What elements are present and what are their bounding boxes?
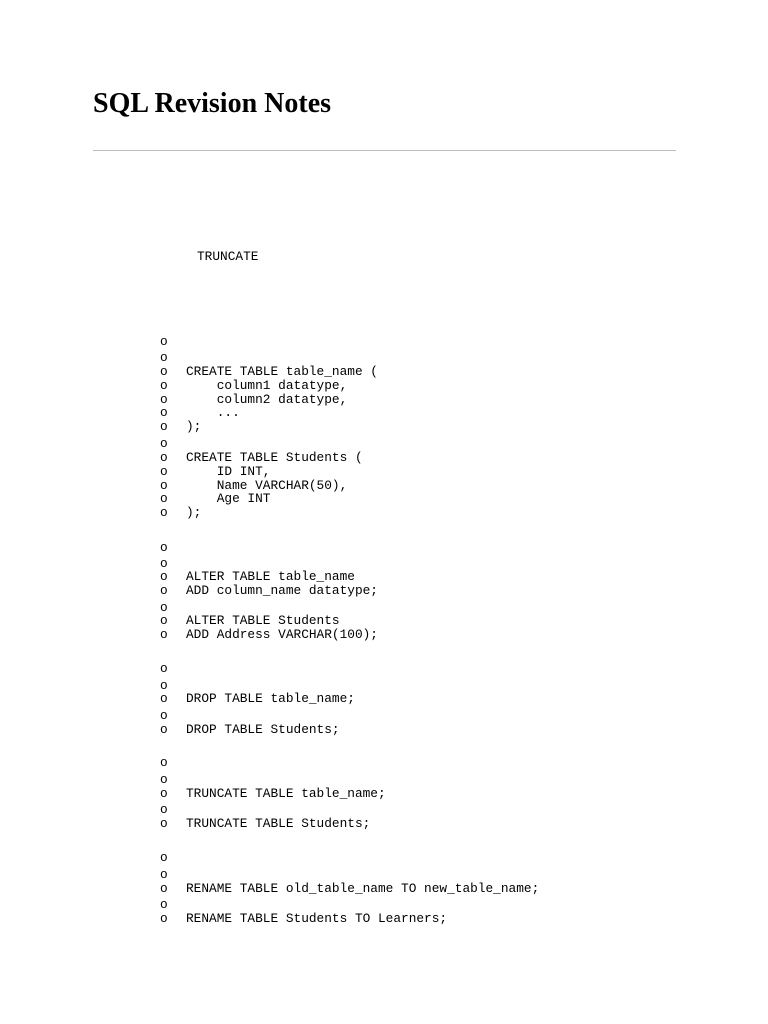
code-line: ); [186, 505, 202, 520]
code-line: ); [186, 419, 202, 434]
bullet-icon: o [160, 627, 168, 642]
bullet-icon: o [160, 478, 168, 493]
bullet-icon: o [160, 802, 168, 817]
bullet-icon: o [160, 491, 168, 506]
bullet-icon: o [160, 419, 168, 434]
code-line: DROP TABLE table_name; [186, 691, 355, 706]
bullet-icon: o [160, 364, 168, 379]
bullet-icon: o [160, 867, 168, 882]
bullet-icon: o [160, 600, 168, 615]
bullet-icon: o [160, 816, 168, 831]
bullet-icon: o [160, 691, 168, 706]
code-line: Age INT [186, 491, 271, 506]
page-title: SQL Revision Notes [93, 88, 332, 119]
code-line: CREATE TABLE table_name ( [186, 364, 378, 379]
bullet-icon: o [160, 772, 168, 787]
bullet-icon: o [160, 911, 168, 926]
code-line: RENAME TABLE old_table_name TO new_table_name; [186, 881, 540, 896]
code-line: TRUNCATE TABLE Students; [186, 816, 371, 831]
bullet-icon: o [160, 661, 168, 676]
bullet-icon: o [160, 786, 168, 801]
code-line: ADD column_name datatype; [186, 583, 378, 598]
code-line: RENAME TABLE Students TO Learners; [186, 911, 448, 926]
bullet-icon: o [160, 464, 168, 479]
code-line: TRUNCATE TABLE table_name; [186, 786, 386, 801]
code-line: column2 datatype, [186, 392, 348, 407]
code-line: column1 datatype, [186, 378, 348, 393]
bullet-icon: o [160, 722, 168, 737]
bullet-icon: o [160, 613, 168, 628]
code-line: DROP TABLE Students; [186, 722, 340, 737]
bullet-icon: o [160, 583, 168, 598]
code-line: ALTER TABLE table_name [186, 569, 355, 584]
bullet-icon: o [160, 678, 168, 693]
code-line: ALTER TABLE Students [186, 613, 340, 628]
bullet-icon: o [160, 569, 168, 584]
bullet-icon: o [160, 850, 168, 865]
bullet-icon: o [160, 334, 168, 349]
bullet-icon: o [160, 540, 168, 555]
bullet-icon: o [160, 378, 168, 393]
bullet-icon: o [160, 392, 168, 407]
bullet-icon: o [160, 881, 168, 896]
truncate-label: TRUNCATE [197, 249, 259, 264]
bullet-icon: o [160, 897, 168, 912]
bullet-icon: o [160, 350, 168, 365]
code-line: ... [186, 405, 240, 420]
bullet-icon: o [160, 450, 168, 465]
bullet-icon: o [160, 505, 168, 520]
bullet-icon: o [160, 556, 168, 571]
bullet-icon: o [160, 755, 168, 770]
bullet-icon: o [160, 405, 168, 420]
bullet-icon: o [160, 436, 168, 451]
bullet-icon: o [160, 708, 168, 723]
code-line: ADD Address VARCHAR(100); [186, 627, 378, 642]
code-line: CREATE TABLE Students ( [186, 450, 363, 465]
code-line: ID INT, [186, 464, 271, 479]
code-line: Name VARCHAR(50), [186, 478, 348, 493]
